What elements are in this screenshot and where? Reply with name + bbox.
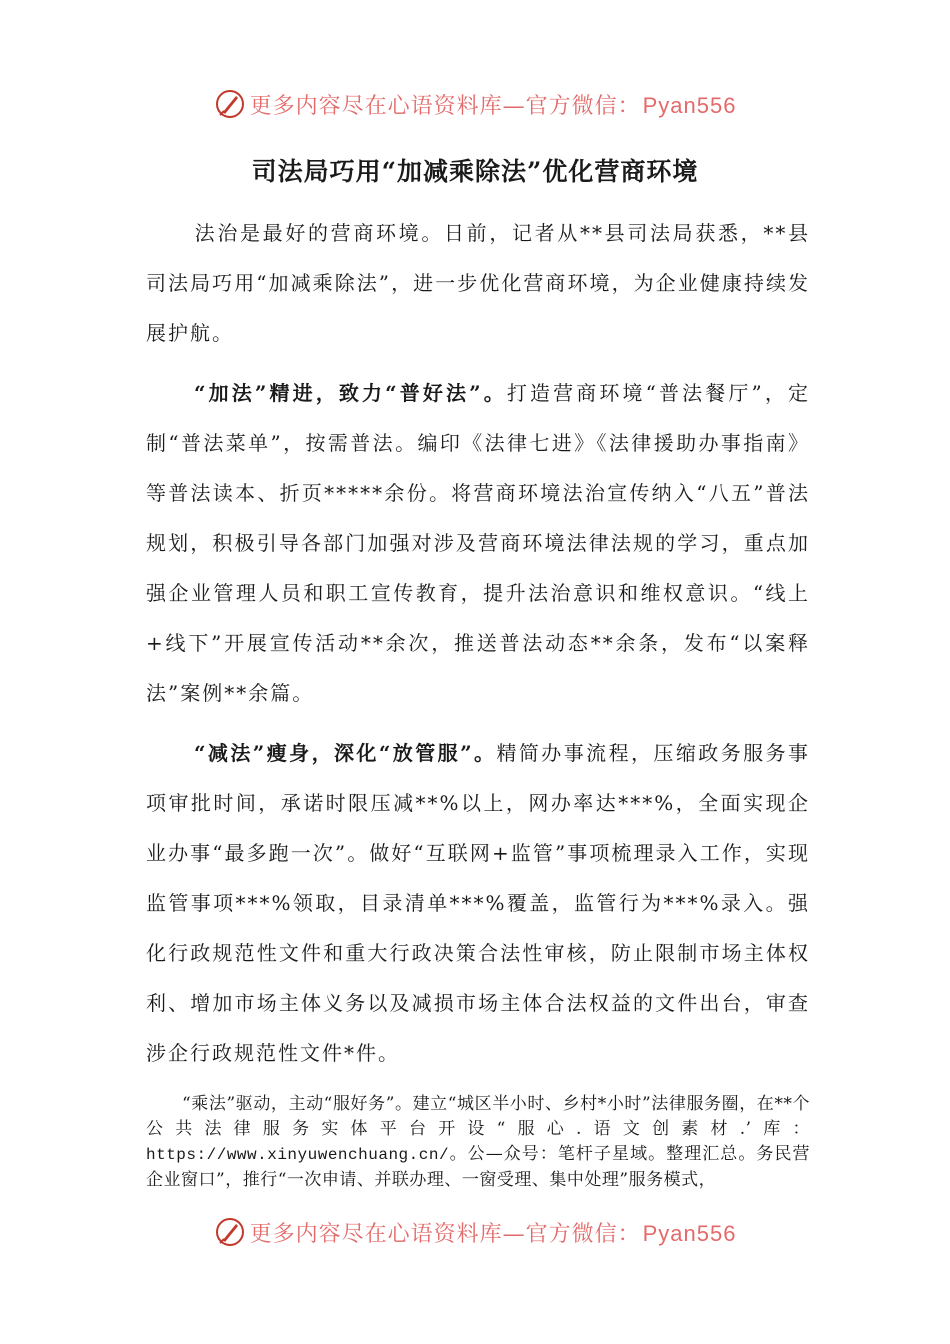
- addition-paragraph: [146, 368, 810, 718]
- subtraction-lead: “减法”瘦身，深化“放管服”。: [194, 741, 497, 765]
- quill-pen-logo-icon: [214, 88, 246, 120]
- website-link[interactable]: https://www.xinyuwenchuang.cn/: [146, 1146, 450, 1164]
- watermark-id: Pyan556: [642, 1220, 737, 1246]
- addition-body: 打造营商环境“普法餐厅”，定制“普法菜单”，按需普法。编印《法律七进》《法律援助办事指南》等普法读本、折页*****余份。将营商环境法治宣传纳入“八五”普法规划，积极引导各部门加强对涉及营商环境法律法规的学习，重点加强企业管理人员和职工宣传教育，提升法治意识和维权意识。“线上+线下”开展宣传活动**余次，推送普法动态**余条，发布“以案释法”案例**余篇。: [146, 381, 811, 705]
- intro-paragraph: 法治是最好的营商环境。日前，记者从**县司法局获悉，**县司法局巧用“加减乘除法”，进一步优化营商环境，为企业健康持续发展护航。: [146, 221, 810, 345]
- subtraction-body: 精简办事流程，压缩政务服务事项审批时间，承诺时限压减**%以上，网办率达***%，全面实现企业办事“最多跑一次”。做好“互联网+监管”事项梳理录入工作，实现监管事项***%领取，目录清单***%覆盖，监管行为***%录入。强化行政规范性文件和重大行政决策合法性审核，防止限制市场主体权利、增加市场主体义务以及减损市场主体合法权益的文件出台，审查涉企行政规范性文件*件。: [146, 741, 811, 1065]
- quill-pen-logo-icon: [214, 1216, 246, 1248]
- watermark-text: 更多内容尽在心语资料库—官方微信：Pyan556: [249, 92, 737, 119]
- multiplication-paragraph: “乘法”驱动，主动“服好务”。建立“城区半小时、乡村*小时”法律服务圈，在**个公共法律服务实体平台开设“服心.语文创素材.’库：https://www.xinyuwenchuang.cn/。公—众号：笔杆子星域。整理汇总。务民营企业窗口”，推行“一次申请、并联办理、一窗受理、集中处理”服务模式，: [146, 1094, 810, 1190]
- addition-lead: “加法”精进，致力“普好法”。: [194, 381, 507, 405]
- watermark-footer: [0, 1212, 950, 1252]
- document-title: 司法局巧用“加减乘除法”优化营商环境: [251, 157, 699, 186]
- subtraction-paragraph: [146, 728, 810, 1078]
- watermark-text: 更多内容尽在心语资料库—官方微信：Pyan556: [249, 1220, 737, 1247]
- watermark-header: [0, 84, 950, 124]
- watermark-id: Pyan556: [642, 92, 737, 118]
